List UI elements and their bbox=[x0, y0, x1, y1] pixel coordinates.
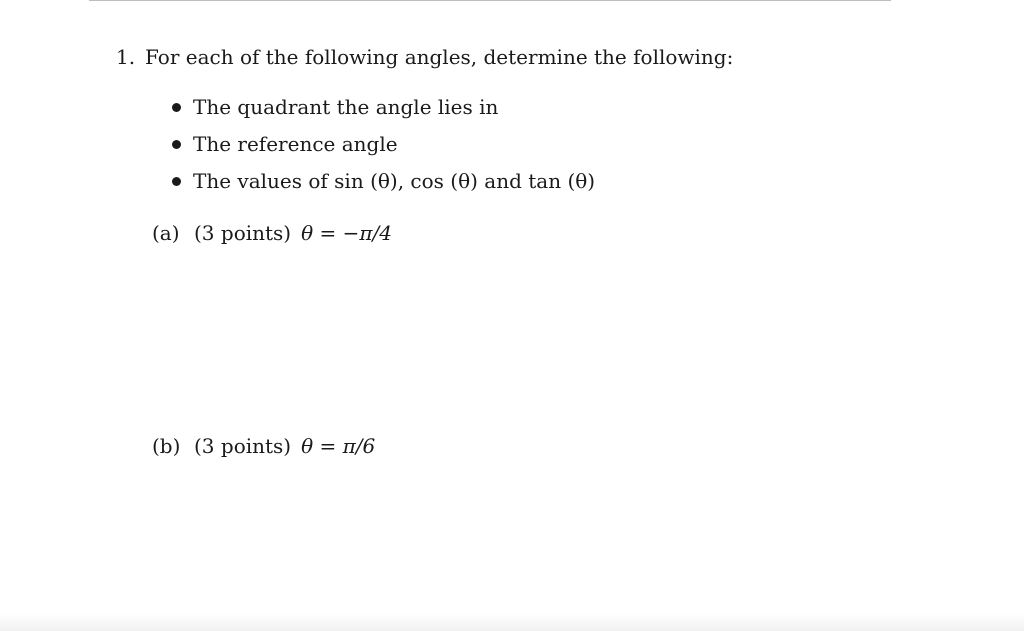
part-label: (b) bbox=[152, 434, 181, 458]
bullet-text: The reference angle bbox=[193, 132, 398, 156]
part-b bbox=[152, 433, 375, 459]
part-points: (3 points) bbox=[194, 221, 292, 245]
problem-number: 1. bbox=[116, 45, 136, 69]
problem-prompt: For each of the following angles, determine the following: bbox=[145, 45, 734, 69]
bullet-icon bbox=[172, 140, 181, 149]
part-expression: θ = −π/4 bbox=[301, 221, 392, 245]
bullet-icon bbox=[172, 177, 181, 186]
bullet-icon bbox=[172, 103, 181, 112]
part-a bbox=[152, 220, 392, 246]
bullet-text: The values of sin (θ), cos (θ) and tan (θ) bbox=[193, 169, 596, 193]
part-expression: θ = π/6 bbox=[301, 434, 376, 458]
page-bottom-shadow bbox=[0, 613, 1024, 631]
bullet-text: The quadrant the angle lies in bbox=[193, 95, 499, 119]
page-top-rule bbox=[89, 0, 891, 1]
part-label: (a) bbox=[152, 221, 180, 245]
part-points: (3 points) bbox=[194, 434, 292, 458]
